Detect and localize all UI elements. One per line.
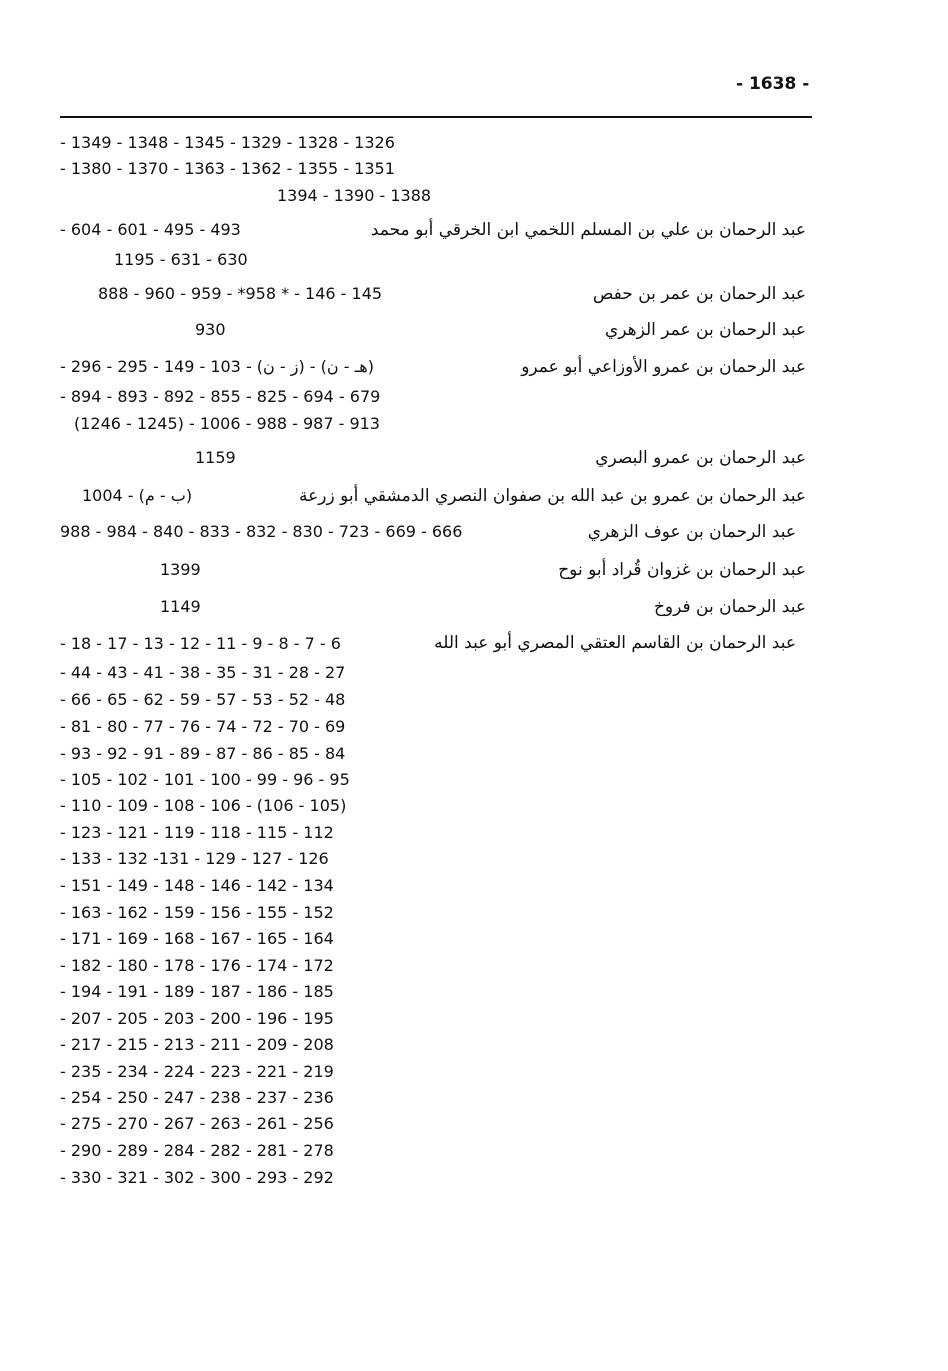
entry-1-name: عبد الرحمان بن علي بن المسلم اللخمي ابن الخرقي أبو محمد: [370, 220, 806, 240]
entry-4-line-1: - 894 - 893 - 892 - 855 - 825 - 694 - 679: [60, 387, 381, 406]
entry-6-name: عبد الرحمان بن عمرو بن عبد الله بن صفوان النصري الدمشقي أبو زرعة: [298, 486, 806, 506]
entry-10-line-5: - 105 - 102 - 101 - 100 - 99 - 96 - 95: [60, 770, 350, 789]
entry-8-name: عبد الرحمان بن غزوان قُراد أبو نوح: [558, 560, 806, 580]
entry-10-line-6: - 110 - 109 - 108 - 106 - (106 - 105): [60, 796, 347, 815]
entry-8-line-0: 1399: [160, 560, 201, 579]
entry-7-line-0: 988 - 984 - 840 - 833 - 832 - 830 - 723 - 669 - 666: [60, 522, 463, 541]
entry-4-line-2: (1246 - 1245) - 1006 - 988 - 987 - 913: [74, 414, 380, 433]
entry-10-line-13: - 194 - 191 - 189 - 187 - 186 - 185: [60, 982, 334, 1001]
entry-10-line-14: - 207 - 205 - 203 - 200 - 196 - 195: [60, 1009, 334, 1028]
entry-4-line-0: - 296 - 295 - 149 - 103 - (ز - ن) - (هـ - ن): [60, 357, 374, 376]
entry-9-line-0: 1149: [160, 597, 201, 616]
entry-3-line-0: 930: [195, 320, 226, 339]
entry-10-line-3: - 81 - 80 - 77 - 76 - 74 - 72 - 70 - 69: [60, 717, 346, 736]
entry-10-line-16: - 235 - 234 - 224 - 223 - 221 - 219: [60, 1062, 334, 1081]
entry-10-line-18: - 275 - 270 - 267 - 263 - 261 - 256: [60, 1114, 334, 1133]
entry-10-line-2: - 66 - 65 - 62 - 59 - 57 - 53 - 52 - 48: [60, 690, 346, 709]
entry-10-line-12: - 182 - 180 - 178 - 176 - 174 - 172: [60, 956, 334, 975]
entry-5-name: عبد الرحمان بن عمرو البصري: [595, 448, 806, 468]
entry-10-line-7: - 123 - 121 - 119 - 118 - 115 - 112: [60, 823, 334, 842]
entry-10-line-17: - 254 - 250 - 247 - 238 - 237 - 236: [60, 1088, 334, 1107]
entry-3-name: عبد الرحمان بن عمر الزهري: [604, 320, 806, 340]
entry-9-name: عبد الرحمان بن فروخ: [653, 597, 806, 617]
entry-10-line-15: - 217 - 215 - 213 - 211 - 209 - 208: [60, 1035, 334, 1054]
entry-0-line-2: 1394 - 1390 - 1388: [277, 186, 432, 205]
entry-10-line-10: - 163 - 162 - 159 - 156 - 155 - 152: [60, 903, 334, 922]
entry-1-line-0: - 604 - 601 - 495 - 493: [60, 220, 241, 239]
entry-10-line-1: - 44 - 43 - 41 - 38 - 35 - 31 - 28 - 27: [60, 663, 346, 682]
header-rule: [60, 116, 812, 118]
entry-10-line-20: - 330 - 321 - 302 - 300 - 293 - 292: [60, 1168, 334, 1187]
entry-10-line-9: - 151 - 149 - 148 - 146 - 142 - 134: [60, 876, 334, 895]
entry-0-line-1: - 1380 - 1370 - 1363 - 1362 - 1355 - 1351: [60, 159, 395, 178]
page-number: - 1638 -: [736, 74, 810, 94]
entry-4-name: عبد الرحمان بن عمرو الأوزاعي أبو عمرو: [521, 357, 806, 377]
entry-7-name: عبد الرحمان بن عوف الزهري: [587, 522, 796, 542]
entry-10-line-4: - 93 - 92 - 91 - 89 - 87 - 86 - 85 - 84: [60, 744, 346, 763]
entry-10-line-11: - 171 - 169 - 168 - 167 - 165 - 164: [60, 929, 334, 948]
entry-5-line-0: 1159: [195, 448, 236, 467]
entry-2-line-0: 888 - 960 - 959 - *958 * - 146 - 145: [98, 284, 383, 303]
entry-0-line-0: - 1349 - 1348 - 1345 - 1329 - 1328 - 1326: [60, 133, 395, 152]
entry-10-name: عبد الرحمان بن القاسم العتقي المصري أبو عبد الله: [434, 633, 796, 653]
entry-6-line-0: 1004 - (ب - م): [82, 486, 193, 505]
entry-10-line-8: - 133 - 132 -131 - 129 - 127 - 126: [60, 849, 329, 868]
entry-10-line-0: - 18 - 17 - 13 - 12 - 11 - 9 - 8 - 7 - 6: [60, 634, 341, 653]
entry-10-line-19: - 290 - 289 - 284 - 282 - 281 - 278: [60, 1141, 334, 1160]
entry-1-line-1: 1195 - 631 - 630: [114, 250, 248, 269]
entry-2-name: عبد الرحمان بن عمر بن حفص: [592, 284, 806, 304]
